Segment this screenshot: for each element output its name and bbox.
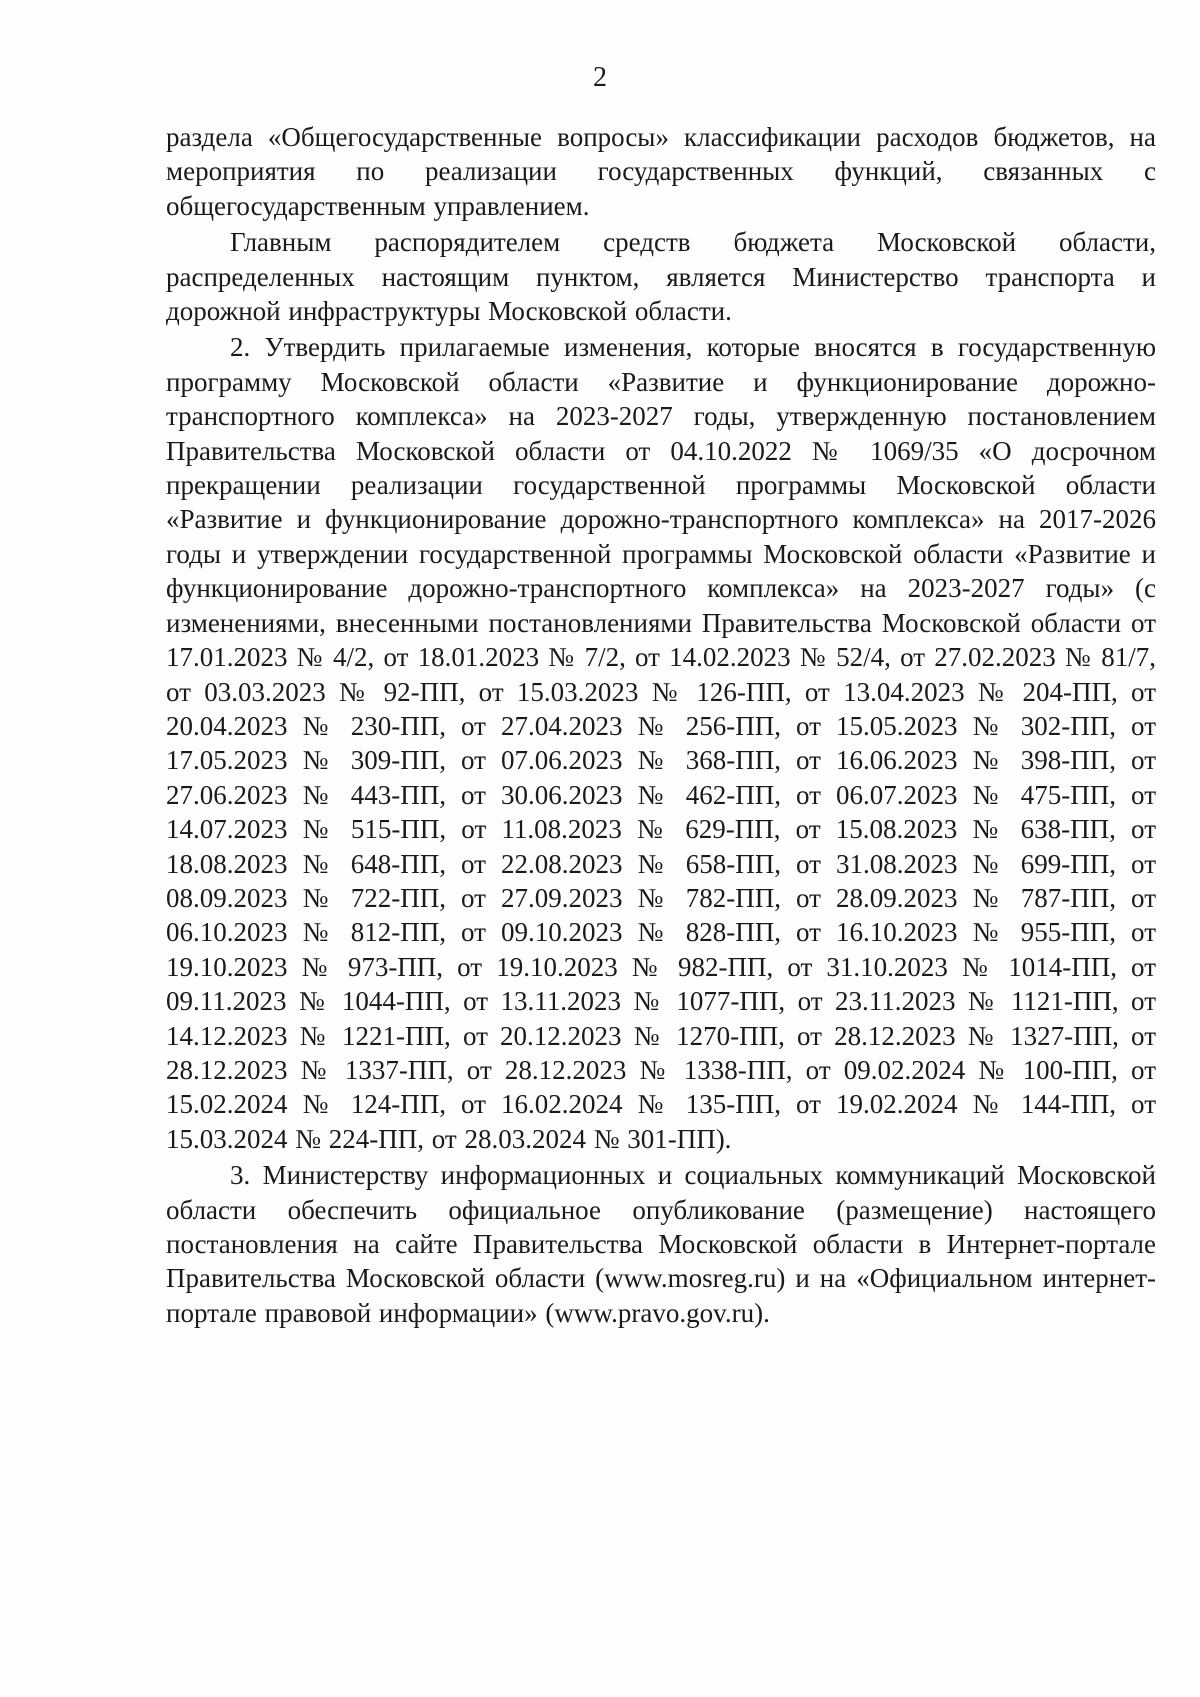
paragraph-budget-section: раздела «Общегосударственные вопросы» классификации расходов бюджетов, на мероприятия по реализации государственных функций, связанных с общегосударственным управлением. — [166, 122, 1156, 221]
paragraph-item-2-program-changes: 2. Утвердить прилагаемые изменения, которые вносятся в государственную программу Московской области «Развитие и функционирование дорожно-транспортного комплекса» на 2023-2027 годы, утвержденную постановлением Правительства Московской области от 04.10.2022 № 1069/35 «О досрочном прекращении реализации государственной программы Московской области «Развитие и функционирование дорожно-транспортного комплекса» на 2017-2026 годы и утверждении государственной программы Московской области «Развитие и функционирование дорожно-транспортного комплекса» на 2023-2027 годы» (с изменениями, внесенными постановлениями Правительства Московской области от 17.01.2023 № 4/2, от 18.01.2023 № 7/2, от 14.02.2023 № 52/4, от 27.02.2023 № 81/7, от 03.03.2023 № 92-ПП, от 15.03.2023 № 126-ПП, от 13.04.2023 № 204-ПП, от 20.04.2023 № 230-ПП, от 27.04.2023 № 256-ПП, от 15.05.2023 № 302-ПП, от 17.05.2023 № 309-ПП, от 07.06.2023 № 368-ПП, от 16.06.2023 № 398-ПП, от 27.06.2023 № 443-ПП, от 30.06.2023 № 462-ПП, от 06.07.2023 № 475-ПП, от 14.07.2023 № 515-ПП, от 11.08.2023 № 629-ПП, от 15.08.2023 № 638-ПП, от 18.08.2023 № 648-ПП, от 22.08.2023 № 658-ПП, от 31.08.2023 № 699-ПП, от 08.09.2023 № 722-ПП, от 27.09.2023 № 782-ПП, от 28.09.2023 № 787-ПП, от 06.10.2023 № 812-ПП, от 09.10.2023 № 828-ПП, от 16.10.2023 № 955-ПП, от 19.10.2023 № 973-ПП, от 19.10.2023 № 982-ПП, от 31.10.2023 № 1014-ПП, от 09.11.2023 № 1044-ПП, от 13.11.2023 № 1077-ПП, от 23.11.2023 № 1121-ПП, от 14.12.2023 № 1221-ПП, от 20.12.2023 № 1270-ПП, от 28.12.2023 № 1327-ПП, от 28.12.2023 № 1337-ПП, от 28.12.2023 № 1338-ПП, от 09.02.2024 № 100-ПП, от 15.02.2024 № 124-ПП, от 16.02.2024 № 135-ПП, от 19.02.2024 № 144-ПП, от 15.03.2024 № 224-ПП, от 28.03.2024 № 301-ПП). — [166, 332, 1156, 1154]
page-number: 2 — [593, 62, 607, 93]
paragraph-item-3-publication: 3. Министерству информационных и социальных коммуникаций Московской области обеспечить официальное опубликование (размещение) настоящего постановления на сайте Правительства Московской области в Интернет-портале Правительства Московской области (www.mosreg.ru) и на «Официальном интернет-портале правовой информации» (www.pravo.gov.ru). — [166, 1160, 1156, 1328]
paragraph-main-administrator: Главным распорядителем средств бюджета Московской области, распределенных настоящим пунктом, является Министерство транспорта и дорожной инфраструктуры Московской области. — [166, 227, 1156, 327]
document-body — [166, 120, 1156, 1330]
